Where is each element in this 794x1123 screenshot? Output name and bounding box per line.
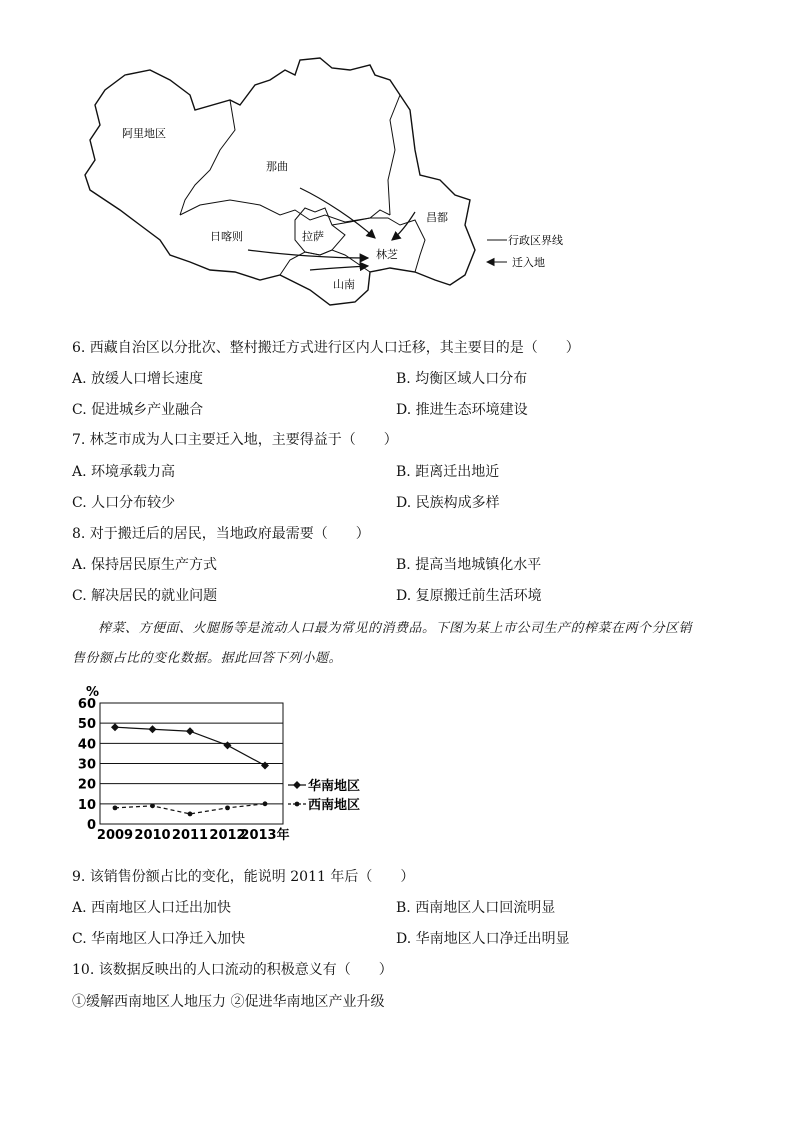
label-shannan: 山南 [333, 278, 355, 291]
y-tick-label: 10 [77, 797, 96, 813]
q9-option-d[interactable]: D. 华南地区人口净迁出明显 [396, 931, 570, 947]
arrow-shigatse-nyingchi [248, 250, 368, 258]
series-2-point [150, 803, 155, 808]
x-tick-label: 2013年 [240, 828, 290, 843]
boundary-nyingchi [332, 218, 425, 272]
x-tick-label: 2009 [96, 828, 134, 843]
series-1-point [149, 725, 157, 733]
series-2-point [263, 801, 268, 806]
legend-boundary-label: 行政区界线 [508, 234, 563, 247]
q6-option-c[interactable]: C. 促进城乡产业融合 [72, 402, 204, 418]
y-tick-label: 20 [77, 777, 96, 793]
y-tick-label: 50 [77, 717, 96, 733]
y-tick-label: 40 [77, 737, 96, 753]
q8-option-c[interactable]: C. 解决居民的就业问题 [72, 588, 218, 604]
q10-statement-line: ①缓解西南地区人地压力 ②促进华南地区产业升级 [72, 994, 385, 1010]
q7-option-b[interactable]: B. 距离迁出地近 [396, 464, 500, 480]
x-tick-label: 2011 [171, 828, 209, 843]
q6-option-d[interactable]: D. 推进生态环境建设 [396, 402, 528, 418]
q7-option-d[interactable]: D. 民族构成多样 [396, 495, 500, 511]
sales-share-line-chart [70, 683, 390, 848]
series-2-point [188, 812, 193, 817]
q9-stem: 9. 该销售份额占比的变化，能说明 2011 年后（ ） [72, 869, 415, 885]
x-tick-label: 2012 [209, 828, 246, 843]
series-2-point [113, 805, 118, 810]
boundary-shannan [280, 250, 370, 275]
q7-stem: 7. 林芝市成为人口主要迁入地，主要得益于（ ） [72, 432, 398, 448]
label-shigatse: 日喀则 [210, 230, 243, 243]
y-tick-label: 0 [86, 818, 96, 833]
q6-option-b[interactable]: B. 均衡区域人口分布 [396, 371, 528, 387]
q6-stem: 6. 西藏自治区以分批次、整村搬迁方式进行区内人口迁移，其主要目的是（ ） [72, 340, 580, 356]
y-unit-label: % [86, 685, 100, 700]
y-tick-label: 60 [77, 697, 96, 712]
label-ali: 阿里地区 [122, 127, 166, 140]
q8-option-d[interactable]: D. 复原搬迁前生活环境 [396, 588, 542, 604]
arrow-shannan-nyingchi [310, 266, 368, 270]
q9-option-a[interactable]: A. 西南地区人口迁出加快 [72, 900, 232, 916]
legend-marker-1 [293, 781, 301, 789]
q8-stem: 8. 对于搬迁后的居民，当地政府最需要（ ） [72, 526, 370, 542]
q10-stem: 10. 该数据反映出的人口流动的积极意义有（ ） [72, 962, 393, 978]
q9-option-b[interactable]: B. 西南地区人口回流明显 [396, 900, 556, 916]
tibet-migration-map [70, 40, 590, 310]
label-nyingchi: 林芝 [376, 248, 398, 261]
series-1-point [186, 727, 194, 735]
series-1-point [111, 723, 119, 731]
label-naqu: 那曲 [266, 160, 288, 173]
q6-option-a[interactable]: A. 放缓人口增长速度 [72, 371, 204, 387]
q8-option-b[interactable]: B. 提高当地城镇化水平 [396, 557, 542, 573]
legend-marker-2 [295, 802, 300, 807]
q9-option-c[interactable]: C. 华南地区人口净迁入加快 [72, 931, 246, 947]
boundary-chamdo [388, 95, 400, 215]
series-2-point [225, 805, 230, 810]
q7-option-a[interactable]: A. 环境承载力高 [72, 464, 176, 480]
label-chamdo: 昌都 [426, 211, 448, 224]
series-1-point [261, 762, 269, 770]
legend-label-2: 西南地区 [308, 798, 361, 813]
boundary-ali-naqu [180, 100, 235, 215]
label-lhasa: 拉萨 [302, 230, 324, 243]
y-tick-label: 30 [77, 757, 96, 773]
q7-option-c[interactable]: C. 人口分布较少 [72, 495, 176, 511]
intro-line-1: 榨菜、方便面、火腿肠等是流动人口最为常见的消费品。下图为某上市公司生产的榨菜在两个分区销 [98, 621, 693, 636]
q8-option-a[interactable]: A. 保持居民原生产方式 [72, 557, 218, 573]
arrow-chamdo-nyingchi [392, 212, 415, 240]
intro-line-2: 售份额占比的变化数据。据此回答下列小题。 [72, 651, 343, 666]
legend-arrow-label: 迁入地 [512, 256, 545, 269]
series-1-point [224, 741, 232, 749]
legend-label-1: 华南地区 [308, 779, 361, 794]
boundary-shigatse-north [180, 200, 390, 222]
x-tick-label: 2010 [134, 828, 171, 843]
